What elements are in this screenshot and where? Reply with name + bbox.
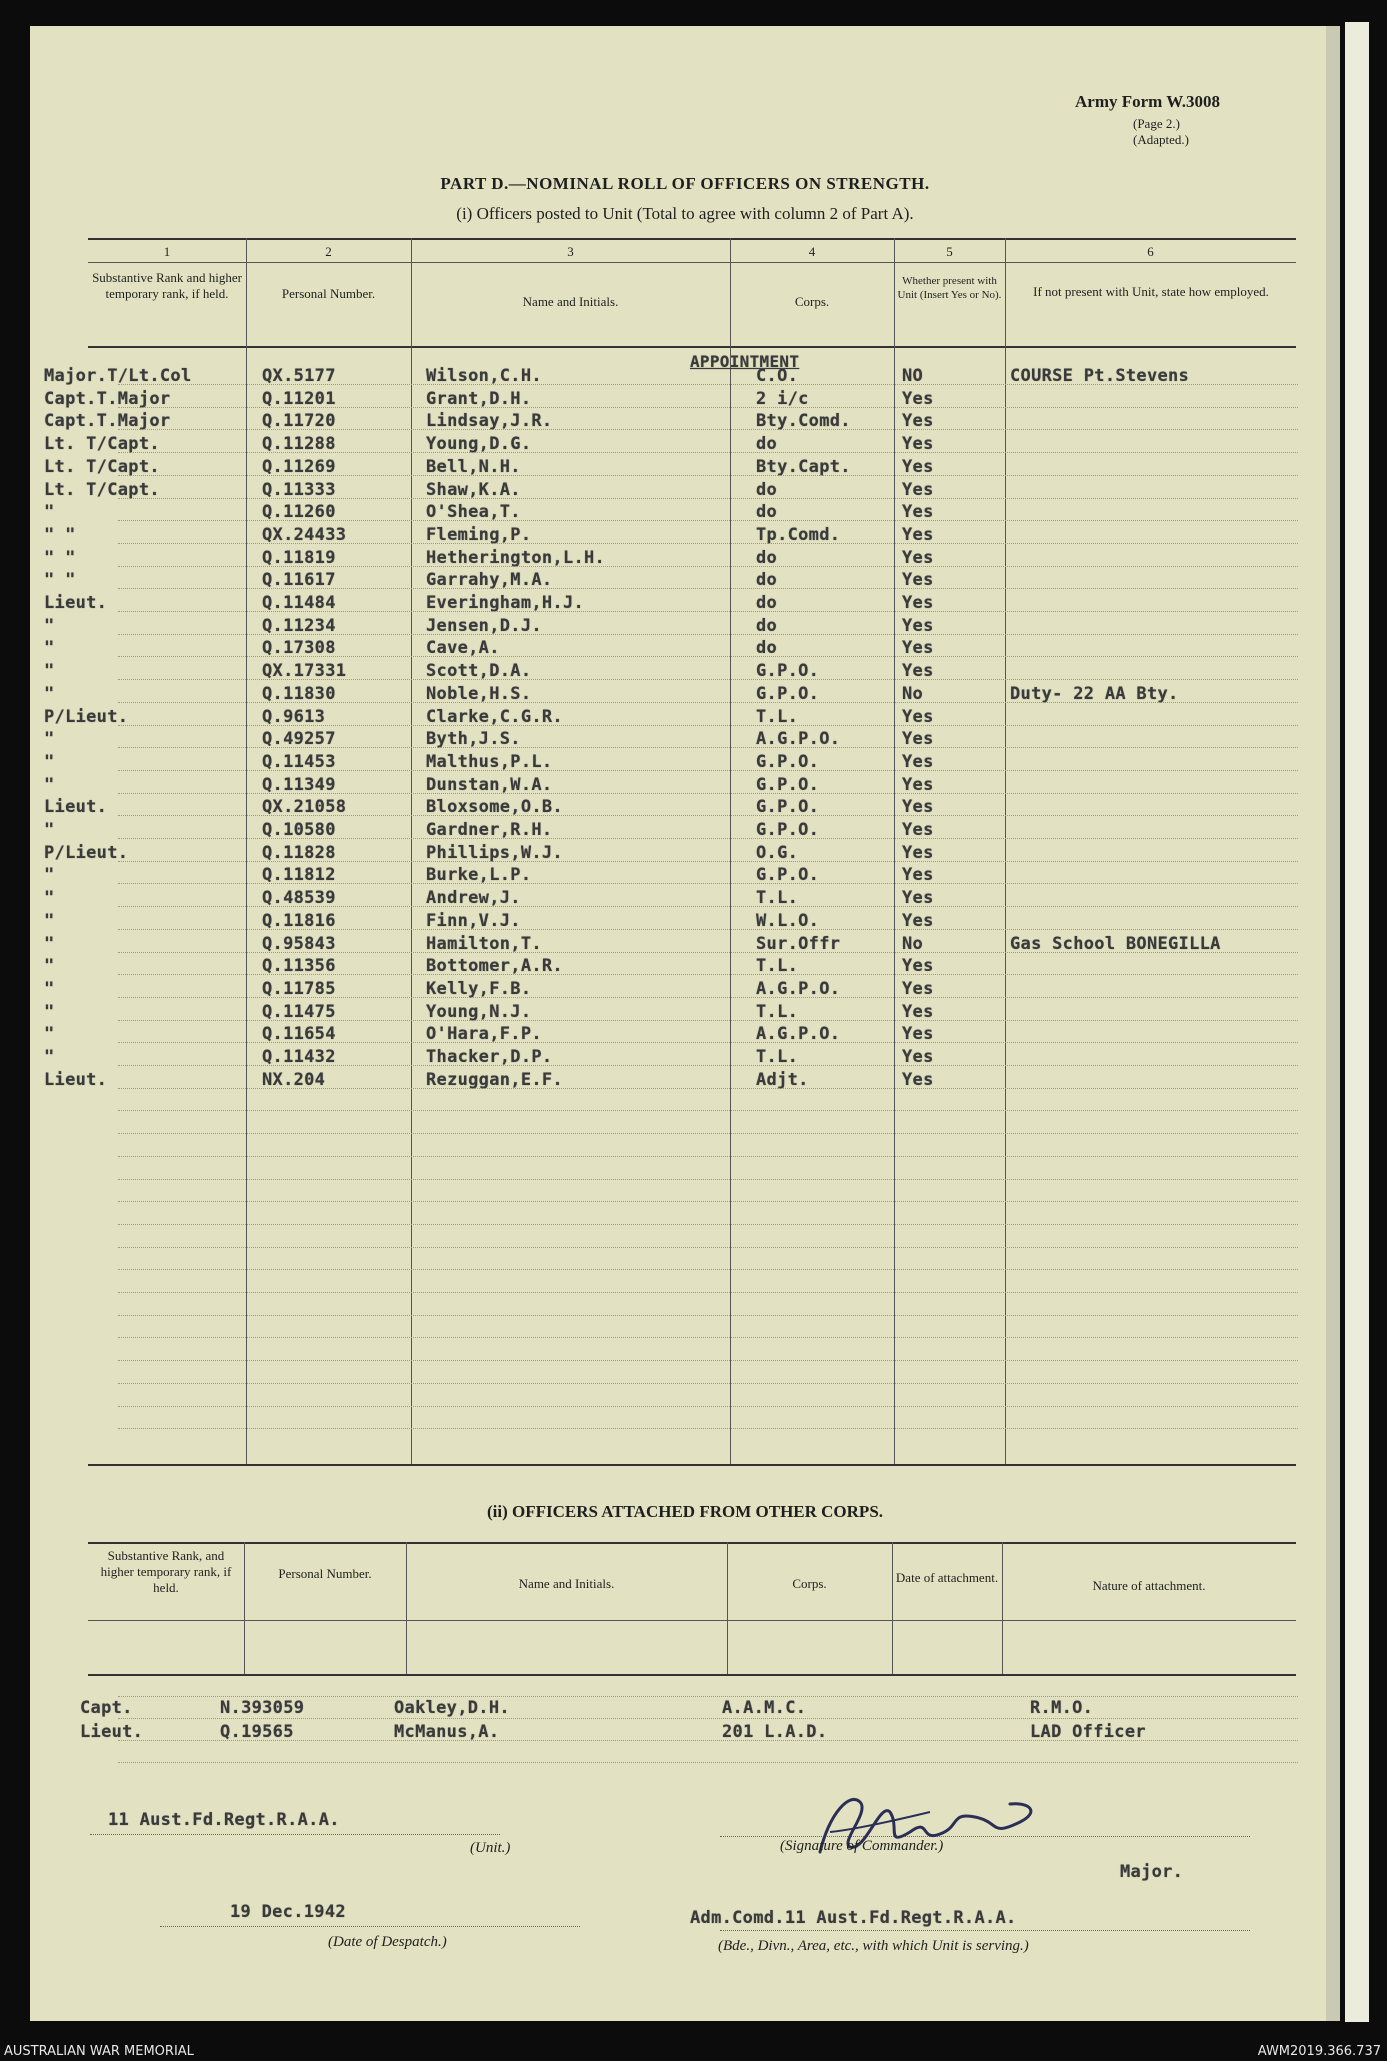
ruled-line [118, 1383, 1298, 1384]
roll-present: Yes [902, 956, 934, 977]
roll-corps: Sur.Offr [756, 933, 841, 954]
roll-rank: " [44, 661, 55, 682]
roll-name: Malthus,P.L. [426, 751, 553, 772]
roll-name: Everingham,H.J. [426, 593, 585, 613]
roll-present: Yes [902, 570, 934, 591]
form-page: (Page 2.) [1133, 116, 1180, 131]
roll-name: O'Hara,F.P. [426, 1024, 542, 1045]
roll-corps: T.L. [756, 706, 799, 727]
roll-employed: Gas School BONEGILLA [1010, 933, 1221, 954]
roll-name: Fleming,P. [426, 524, 532, 545]
p2-header-corps: Corps. [792, 1576, 827, 1591]
ruled-line [118, 952, 1298, 953]
roll-name: Young,N.J. [426, 1001, 532, 1022]
roll-rank: " [44, 502, 55, 523]
roll-rank: P/Lieut. [44, 706, 129, 727]
roll-name: Cave,A. [426, 638, 500, 659]
roll-corps: G.P.O. [756, 774, 820, 795]
ruled-line [118, 475, 1298, 476]
roll-rank: " [44, 1024, 55, 1045]
roll-present: Yes [902, 502, 934, 523]
roll-corps: G.P.O. [756, 820, 820, 840]
form-sheet [30, 26, 1340, 2021]
ruled-line [118, 1762, 1298, 1763]
table1-col-div [894, 238, 895, 1464]
roll-rank: Lt. T/Capt. [44, 456, 160, 477]
roll-corps: do [756, 547, 778, 568]
despatch-date-value: 19 Dec.1942 [230, 1902, 346, 1922]
ruled-line [118, 861, 1298, 862]
roll-name: Lindsay,J.R. [426, 411, 553, 432]
unit-line [90, 1834, 500, 1835]
ruled-line [118, 1088, 1298, 1089]
roll-corps: do [756, 638, 778, 659]
roll-present: Yes [902, 661, 934, 682]
part-d-subtitle: (i) Officers posted to Unit (Total to agree with column 2 of Part A). [456, 204, 914, 223]
header-corps: Corps. [794, 294, 830, 309]
roll-personal-number: Q.11453 [262, 751, 336, 772]
table1-col-div [246, 238, 247, 1464]
roll-personal-number: Q.11816 [262, 910, 336, 931]
roll-present: No [902, 683, 924, 704]
roll-personal-number: Q.11269 [262, 456, 336, 477]
roll-present: NO [902, 366, 924, 386]
ruled-line [118, 1133, 1298, 1134]
ruled-line [118, 793, 1298, 794]
ruled-line [118, 588, 1298, 589]
roll-present: Yes [902, 1069, 934, 1090]
col-number: 2 [325, 244, 332, 259]
page-edge-strip [1345, 22, 1369, 2022]
ruled-line [118, 634, 1298, 635]
roll-corps: G.P.O. [756, 661, 820, 682]
part-d-title: PART D.—NOMINAL ROLL OF OFFICERS ON STRENGTH. [440, 174, 930, 193]
roll-rank: " " [44, 547, 76, 568]
ruled-line [118, 906, 1298, 907]
ruled-line [118, 429, 1298, 430]
ruled-line [118, 1428, 1298, 1429]
roll-personal-number: Q.11356 [262, 956, 336, 977]
p2-header-date: Date of attachment. [895, 1570, 999, 1585]
table1-top-rule [88, 238, 1296, 240]
ruled-line [118, 1360, 1298, 1361]
attached-personal-number: Q.19565 [220, 1722, 294, 1742]
roll-present: Yes [902, 842, 934, 863]
table2-top-rule [88, 1542, 1296, 1544]
roll-present: Yes [902, 524, 934, 545]
roll-personal-number: Q.95843 [262, 933, 336, 954]
header-personal-number: Personal Number. [281, 286, 376, 301]
ruled-line [118, 1292, 1298, 1293]
ruled-line [118, 1696, 1298, 1697]
roll-rank: " [44, 751, 55, 772]
ruled-line [118, 1740, 1298, 1741]
roll-present: Yes [902, 1001, 934, 1022]
ruled-line [118, 679, 1298, 680]
roll-corps: G.P.O. [756, 683, 820, 704]
roll-corps: Adjt. [756, 1069, 809, 1090]
ruled-line [118, 1224, 1298, 1225]
ruled-line [118, 1201, 1298, 1202]
ruled-line [118, 997, 1298, 998]
roll-corps: T.L. [756, 1047, 799, 1067]
roll-present: Yes [902, 1047, 934, 1067]
header-employed: If not present with Unit, state how employed. [1033, 284, 1269, 299]
roll-present: Yes [902, 910, 934, 931]
ruled-line [118, 1042, 1298, 1043]
roll-corps: G.P.O. [756, 751, 820, 772]
roll-name: Clarke,C.G.R. [426, 706, 563, 727]
roll-present: Yes [902, 888, 934, 909]
roll-present: Yes [902, 865, 934, 886]
p2-header-nature: Nature of attachment. [1092, 1578, 1206, 1593]
roll-rank: " [44, 933, 55, 954]
roll-name: Thacker,D.P. [426, 1047, 553, 1067]
attached-corps: 201 L.A.D. [722, 1722, 828, 1742]
roll-corps: do [756, 593, 778, 613]
roll-personal-number: Q.11828 [262, 842, 336, 863]
ruled-line [118, 1269, 1298, 1270]
roll-present: Yes [902, 820, 934, 840]
ruled-line [118, 543, 1298, 544]
ruled-line [118, 929, 1298, 930]
ruled-line [118, 520, 1298, 521]
roll-present: Yes [902, 978, 934, 999]
roll-name: Byth,J.S. [426, 729, 521, 750]
attached-nature: R.M.O. [1030, 1698, 1094, 1718]
ruled-line [118, 1406, 1298, 1407]
roll-rank: " [44, 820, 55, 840]
unit-value: 11 Aust.Fd.Regt.R.A.A. [108, 1810, 340, 1830]
roll-rank: Major.T/Lt.Col [44, 366, 192, 386]
ruled-line [118, 384, 1298, 385]
despatch-line [160, 1926, 580, 1927]
ruled-line [118, 725, 1298, 726]
roll-present: Yes [902, 1024, 934, 1045]
roll-personal-number: QX.24433 [262, 524, 347, 545]
roll-rank: " [44, 978, 55, 999]
roll-present: Yes [902, 729, 934, 750]
col-number: 1 [163, 244, 171, 259]
roll-corps: G.P.O. [756, 797, 820, 818]
roll-corps: A.G.P.O. [756, 978, 841, 999]
command-line [720, 1930, 1250, 1931]
appointment-label: APPOINTMENT [690, 352, 800, 371]
roll-name: Shaw,K.A. [426, 479, 521, 500]
roll-personal-number: Q.11333 [262, 479, 336, 500]
archive-footer [0, 2042, 1387, 2061]
roll-personal-number: Q.11288 [262, 434, 336, 455]
ruled-line [118, 747, 1298, 748]
roll-rank: Lieut. [44, 1069, 108, 1090]
roll-name: Bloxsome,O.B. [426, 797, 563, 818]
roll-personal-number: Q.11475 [262, 1001, 336, 1022]
table1-bottom-rule [88, 1464, 1296, 1466]
command-label: (Bde., Divn., Area, etc., with which Unit is serving.) [718, 1938, 1029, 1954]
ruled-line [118, 1337, 1298, 1338]
roll-present: Yes [902, 638, 934, 659]
table1-head-rule [88, 346, 1296, 348]
roll-name: Noble,H.S. [426, 683, 532, 704]
attached-name: Oakley,D.H. [394, 1698, 510, 1718]
roll-personal-number: QX.21058 [262, 797, 347, 818]
roll-name: Garrahy,M.A. [426, 570, 553, 591]
ruled-line [118, 815, 1298, 816]
table1-col-div [411, 238, 412, 1464]
roll-present: Yes [902, 479, 934, 500]
unit-label: (Unit.) [470, 1840, 511, 1856]
roll-rank: " [44, 910, 55, 931]
roll-rank: Capt.T.Major [44, 411, 171, 432]
roll-name: Jensen,D.J. [426, 615, 542, 636]
roll-name: Kelly,F.B. [426, 978, 532, 999]
roll-corps: Bty.Capt. [756, 456, 851, 477]
roll-rank: Lieut. [44, 593, 108, 613]
ruled-line [118, 1065, 1298, 1066]
roll-personal-number: QX.5177 [262, 366, 336, 386]
roll-rank: " [44, 865, 55, 886]
roll-corps: T.L. [756, 1001, 799, 1022]
table1-col-div [1005, 238, 1006, 1464]
roll-name: Gardner,R.H. [426, 820, 553, 840]
attached-rank: Capt. [80, 1698, 133, 1718]
roll-name: Hetherington,L.H. [426, 547, 606, 568]
roll-corps: 2 i/c [756, 388, 809, 409]
table2-col-div [244, 1542, 245, 1674]
roll-personal-number: Q.11617 [262, 570, 336, 591]
ruled-line [118, 452, 1298, 453]
roll-employed: Duty- 22 AA Bty. [1010, 683, 1179, 704]
roll-rank: Lt. T/Capt. [44, 479, 160, 500]
p2-header-name: Name and Initials. [518, 1576, 615, 1591]
roll-name: Finn,V.J. [426, 910, 521, 931]
ruled-line [118, 1020, 1298, 1021]
roll-present: Yes [902, 615, 934, 636]
roll-rank: " " [44, 524, 76, 545]
roll-present: Yes [902, 411, 934, 432]
table2-col-div [1002, 1542, 1003, 1674]
roll-rank: " [44, 956, 55, 977]
table2-head-rule [88, 1620, 1296, 1621]
roll-rank: " [44, 729, 55, 750]
roll-rank: " [44, 774, 55, 795]
roll-personal-number: Q.11830 [262, 683, 336, 704]
attached-rank: Lieut. [80, 1722, 144, 1742]
roll-personal-number: Q.17308 [262, 638, 336, 659]
roll-name: Andrew,J. [426, 888, 521, 909]
ruled-line [118, 770, 1298, 771]
roll-present: Yes [902, 434, 934, 455]
attached-nature: LAD Officer [1030, 1722, 1146, 1742]
roll-name: Bell,N.H. [426, 456, 521, 477]
roll-name: Phillips,W.J. [426, 842, 563, 863]
roll-corps: T.L. [756, 888, 799, 909]
command-value: Adm.Comd.11 Aust.Fd.Regt.R.A.A. [690, 1908, 1017, 1928]
roll-personal-number: Q.11720 [262, 411, 336, 432]
col-number: 3 [567, 244, 574, 259]
roll-corps: Bty.Comd. [756, 411, 851, 432]
roll-personal-number: Q.11201 [262, 388, 336, 409]
roll-personal-number: Q.11812 [262, 865, 336, 886]
roll-name: Hamilton,T. [426, 933, 542, 954]
roll-personal-number: Q.11260 [262, 502, 336, 523]
roll-personal-number: NX.204 [262, 1069, 326, 1090]
ruled-line [118, 1179, 1298, 1180]
table2-col-div [727, 1542, 728, 1674]
ruled-line [118, 702, 1298, 703]
table2-col-div [892, 1542, 893, 1674]
header-rank: Substantive Rank and higher temporary rank, if held. [92, 270, 242, 301]
col-number: 4 [808, 244, 816, 259]
ruled-line [118, 566, 1298, 567]
roll-name: Wilson,C.H. [426, 366, 542, 386]
signature-label: (Signature of Commander.) [780, 1838, 944, 1854]
roll-personal-number: Q.49257 [262, 729, 336, 750]
ruled-line [118, 883, 1298, 884]
roll-corps: Tp.Comd. [756, 524, 841, 545]
roll-personal-number: Q.11432 [262, 1047, 336, 1067]
ruled-line [118, 838, 1298, 839]
attached-personal-number: N.393059 [220, 1698, 305, 1718]
header-present: Whether present with Unit (Insert Yes or No). [897, 275, 1002, 301]
roll-corps: do [756, 615, 778, 636]
header-name: Name and Initials. [522, 294, 619, 309]
roll-corps: O.G. [756, 842, 799, 863]
archive-name: AUSTRALIAN WAR MEMORIAL [4, 2044, 194, 2059]
roll-present: Yes [902, 388, 934, 409]
roll-corps: do [756, 479, 778, 500]
roll-name: Burke,L.P. [426, 865, 532, 886]
archive-id: AWM2019.366.737 [1257, 2044, 1381, 2059]
ruled-line [118, 1718, 1298, 1719]
roll-name: Scott,D.A. [426, 661, 532, 682]
ruled-line [118, 1247, 1298, 1248]
roll-rank: " [44, 1047, 55, 1067]
table2-head-rule2 [88, 1674, 1296, 1676]
p2-header-number: Personal Number. [278, 1566, 372, 1581]
attached-corps: A.A.M.C. [722, 1698, 807, 1718]
roll-present: Yes [902, 751, 934, 772]
roll-personal-number: Q.10580 [262, 820, 336, 840]
roll-personal-number: Q.9613 [262, 706, 326, 727]
roll-present: Yes [902, 547, 934, 568]
ruled-line [118, 498, 1298, 499]
roll-present: Yes [902, 797, 934, 818]
roll-corps: do [756, 502, 778, 523]
table1-num-rule [88, 262, 1296, 263]
commander-signature [790, 1772, 1070, 1872]
roll-rank: " [44, 683, 55, 704]
ruled-line [118, 1156, 1298, 1157]
roll-present: Yes [902, 456, 934, 477]
roll-rank: " [44, 888, 55, 909]
roll-name: Rezuggan,E.F. [426, 1069, 563, 1090]
roll-corps: W.L.O. [756, 910, 820, 931]
roll-corps: C.O. [756, 366, 799, 386]
roll-personal-number: Q.11654 [262, 1024, 336, 1045]
ruled-line [118, 611, 1298, 612]
roll-personal-number: Q.11349 [262, 774, 336, 795]
roll-corps: A.G.P.O. [756, 1024, 841, 1045]
roll-personal-number: Q.11484 [262, 593, 336, 613]
ruled-line [118, 974, 1298, 975]
ruled-line [118, 407, 1298, 408]
roll-personal-number: Q.11785 [262, 978, 336, 999]
roll-present: Yes [902, 774, 934, 795]
roll-present: Yes [902, 706, 934, 727]
roll-name: Dunstan,W.A. [426, 774, 553, 795]
roll-corps: do [756, 434, 778, 455]
table2-col-div [406, 1542, 407, 1674]
rank-value: Major. [1120, 1862, 1184, 1882]
roll-name: O'Shea,T. [426, 502, 521, 523]
roll-rank: " [44, 638, 55, 659]
table1-col-div [730, 238, 731, 1464]
ruled-line [118, 1110, 1298, 1111]
roll-corps: do [756, 570, 778, 591]
attached-name: McManus,A. [394, 1722, 500, 1742]
roll-rank: " [44, 615, 55, 636]
roll-rank: P/Lieut. [44, 842, 129, 863]
roll-personal-number: Q.48539 [262, 888, 336, 909]
despatch-label: (Date of Despatch.) [328, 1934, 447, 1950]
roll-rank: " " [44, 570, 76, 591]
col-number: 6 [1147, 244, 1154, 259]
part-ii-title: (ii) OFFICERS ATTACHED FROM OTHER CORPS. [486, 1502, 884, 1521]
col-number: 5 [946, 244, 953, 259]
p2-header-rank: Substantive Rank, and higher temporary rank, if held. [100, 1548, 232, 1595]
roll-corps: A.G.P.O. [756, 729, 841, 750]
roll-name: Bottomer,A.R. [426, 956, 563, 977]
roll-rank: Lt. T/Capt. [44, 434, 160, 455]
roll-present: Yes [902, 593, 934, 613]
ruled-line [118, 656, 1298, 657]
roll-personal-number: Q.11234 [262, 615, 336, 636]
roll-employed: COURSE Pt.Stevens [1010, 366, 1190, 386]
form-number: Army Form W.3008 [1075, 92, 1220, 111]
roll-personal-number: QX.17331 [262, 661, 347, 682]
roll-corps: G.P.O. [756, 865, 820, 886]
roll-present: No [902, 933, 924, 954]
form-adapted: (Adapted.) [1133, 132, 1189, 147]
roll-rank: " [44, 1001, 55, 1022]
roll-corps: T.L. [756, 956, 799, 977]
roll-rank: Capt.T.Major [44, 388, 171, 409]
roll-name: Grant,D.H. [426, 388, 532, 409]
roll-rank: Lieut. [44, 797, 108, 818]
roll-name: Young,D.G. [426, 434, 532, 455]
ruled-line [118, 1315, 1298, 1316]
roll-personal-number: Q.11819 [262, 547, 336, 568]
